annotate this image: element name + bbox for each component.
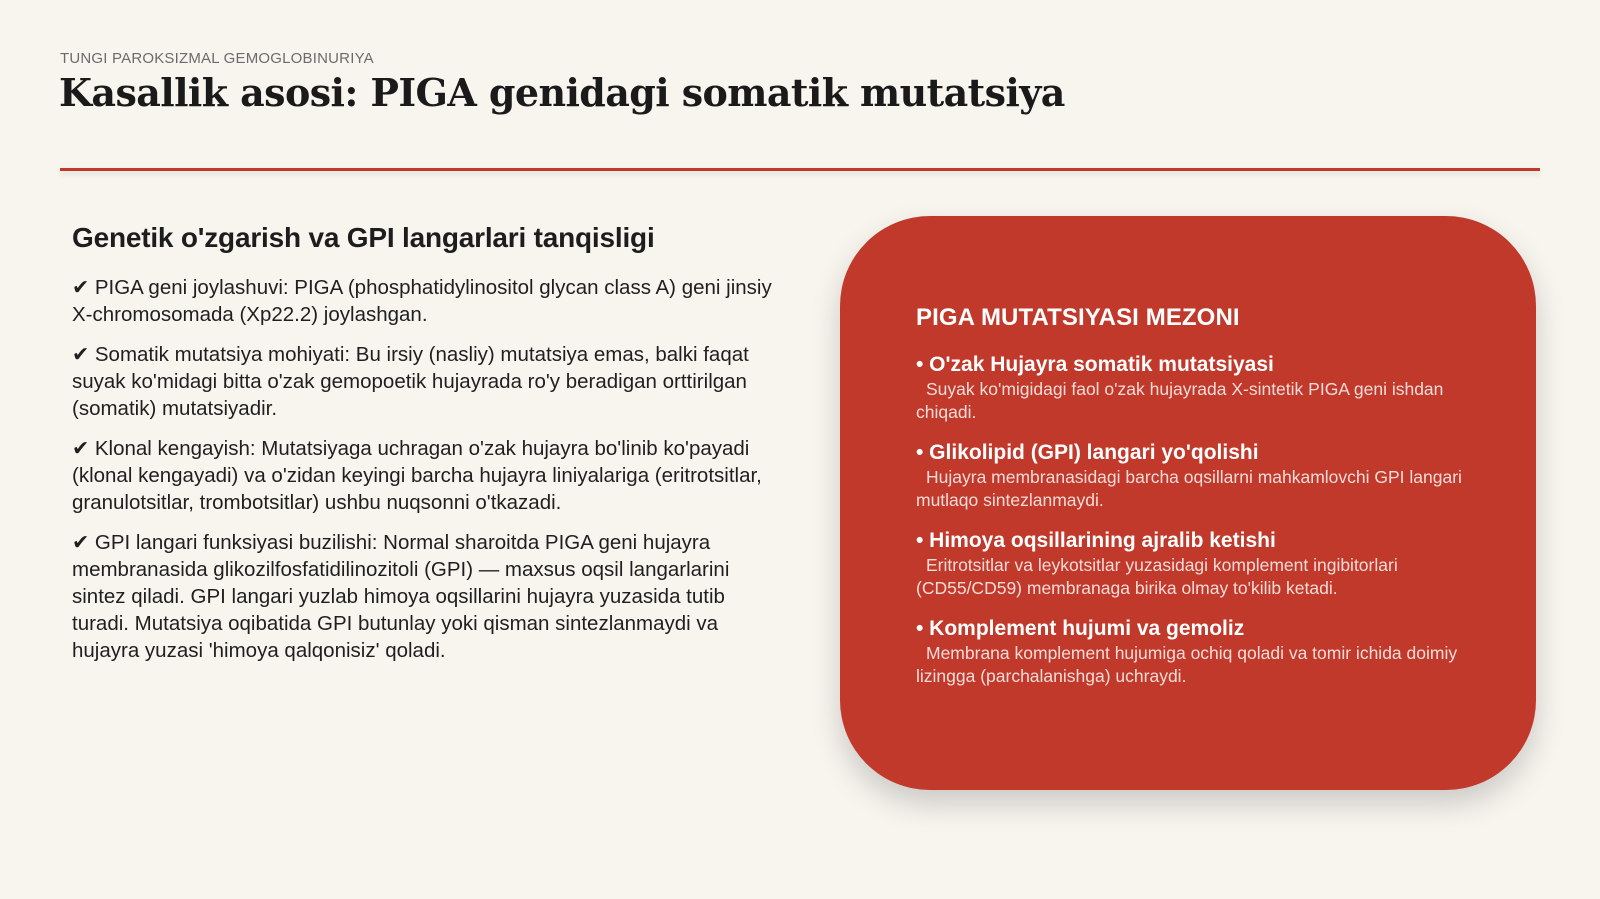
criterion-item (916, 528, 1476, 600)
title-divider (60, 168, 1540, 171)
criterion-item (916, 616, 1476, 688)
criteria-card-title: PIGA MUTATSIYASI MEZONI (916, 304, 1240, 331)
criteria-card-content (916, 304, 1476, 704)
criterion-heading: • Himoya oqsillarining ajralib ketishi (916, 529, 1276, 552)
criterion-heading: • Glikolipid (GPI) langari yo'qolishi (916, 441, 1259, 464)
slide-title: Kasallik asosi: PIGA genidagi somatik mutatsiya (59, 70, 1065, 115)
paragraph-piga-location: ✔ PIGA geni joylashuvi: PIGA (phosphatidylinositol glycan class A) geni jinsiy X-chromosomada (Xp22.2) joylashgan. (72, 276, 772, 326)
left-column (72, 222, 772, 677)
criterion-heading: • Komplement hujumi va gemoliz (916, 617, 1245, 640)
criterion-description: Hujayra membranasidagi barcha oqsillarni mahkamlovchi GPI langari mutlaqo sintezlanmaydi. (916, 467, 1462, 510)
paragraph-gpi-anchor: ✔ GPI langari funksiyasi buzilishi: Normal sharoitda PIGA geni hujayra membranasida glikozilfosfatidilinozitoli (GPI) — maxsus oqsil langarlarini sintez qiladi. GPI langari yuzlab himoya oqsillarini hujayra yuzasida tutib turadi. Mutatsiya oqibatida GPI butunlay yoki qisman sintezlanmaydi va hujayra yuzasi 'himoya qalqonisiz' qoladi. (72, 531, 730, 662)
paragraph-somatic-mutation: ✔ Somatik mutatsiya mohiyati: Bu irsiy (nasliy) mutatsiya emas, balki faqat suyak ko'midagi bitta o'zak gemopoetik hujayrada ro'y beradigan orttirilgan (somatik) mutatsiyadir. (72, 343, 749, 420)
criterion-item (916, 440, 1476, 512)
criterion-description: Membrana komplement hujumiga ochiq qoladi va tomir ichida doimiy lizingga (parchalanishga) uchraydi. (916, 643, 1458, 686)
criterion-description: Suyak ko'migidagi faol o'zak hujayrada X-sintetik PIGA geni ishdan chiqadi. (916, 379, 1444, 422)
criterion-description: Eritrotsitlar va leykotsitlar yuzasidagi komplement ingibitorlari (CD55/CD59) membranaga birika olmay to'kilib ketadi. (916, 555, 1398, 598)
criterion-heading: • O'zak Hujayra somatik mutatsiyasi (916, 353, 1274, 376)
criterion-item (916, 352, 1476, 424)
slide-kicker: TUNGI PAROKSIZMAL GEMOGLOBINURIYA (60, 50, 374, 67)
section-heading: Genetik o'zgarish va GPI langarlari tanqisligi (72, 222, 655, 253)
criteria-card (840, 216, 1536, 790)
paragraph-clonal-expansion: ✔ Klonal kengayish: Mutatsiyaga uchragan o'zak hujayra bo'linib ko'payadi (klonal kengayadi) va o'zidan keyingi barcha hujayra liniyalariga (eritrotsitlar, granulotsitlar, trombotsitlar) ushbu nuqsonni o'tkazadi. (72, 437, 762, 514)
